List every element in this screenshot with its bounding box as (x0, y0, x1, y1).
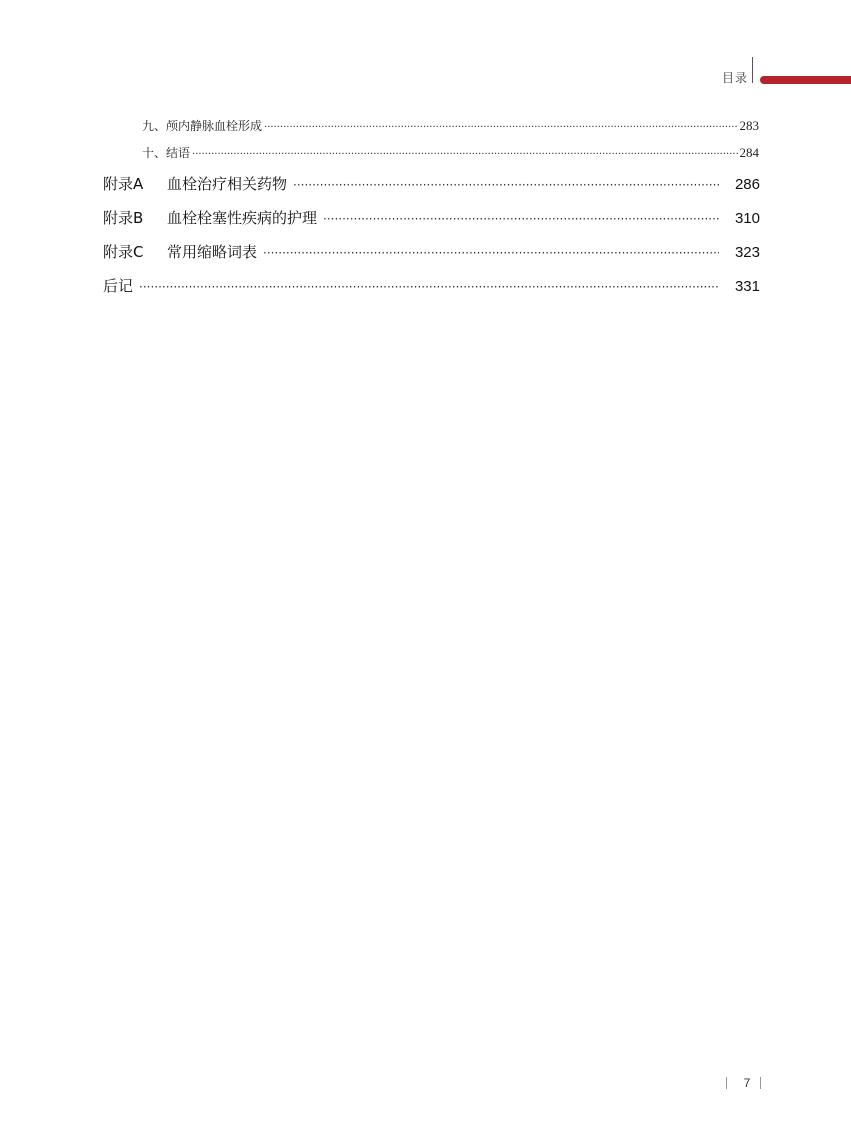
page-footer (726, 1076, 766, 1090)
toc-entry-title: 后记 (103, 277, 134, 295)
toc-entry-title: 十、结语 (142, 146, 191, 160)
dot-leader (139, 280, 719, 294)
toc-appendix-entry[interactable] (103, 207, 760, 228)
header-title: 目录 (721, 71, 748, 85)
toc-entry-page: 284 (739, 145, 759, 160)
toc-entry[interactable] (142, 144, 759, 161)
toc-entry-page: 323 (734, 244, 760, 261)
header-accent-bar (760, 76, 851, 84)
toc-appendix-entry[interactable] (103, 173, 760, 194)
page-number: 7 (743, 1076, 751, 1090)
footer-divider-right (760, 1077, 761, 1089)
toc-entry-page: 283 (739, 118, 759, 133)
toc-entry-page: 310 (734, 210, 760, 227)
toc-entry-title: 血栓栓塞性疾病的护理 (167, 209, 318, 227)
toc-entry-page: 286 (734, 176, 760, 193)
toc-entry-label: 附录B (103, 209, 144, 227)
toc-afterword-entry[interactable] (103, 275, 760, 296)
toc-entry-title: 常用缩略词表 (167, 243, 258, 261)
dot-leader (323, 212, 719, 226)
toc-entry-page: 331 (734, 278, 760, 295)
toc-entry[interactable] (142, 117, 759, 134)
dot-leader (264, 122, 737, 133)
toc-entry-label: 附录A (103, 175, 144, 193)
toc-appendix-entry[interactable] (103, 241, 760, 262)
footer-divider-left (726, 1077, 727, 1089)
page-header (0, 0, 851, 100)
header-divider (752, 57, 753, 83)
dot-leader (192, 149, 737, 160)
toc-entry-title: 九、颅内静脉血栓形成 (142, 119, 263, 133)
dot-leader (263, 246, 719, 260)
dot-leader (293, 178, 719, 192)
toc-entry-title: 血栓治疗相关药物 (167, 175, 288, 193)
toc-entry-label: 附录C (103, 243, 144, 261)
